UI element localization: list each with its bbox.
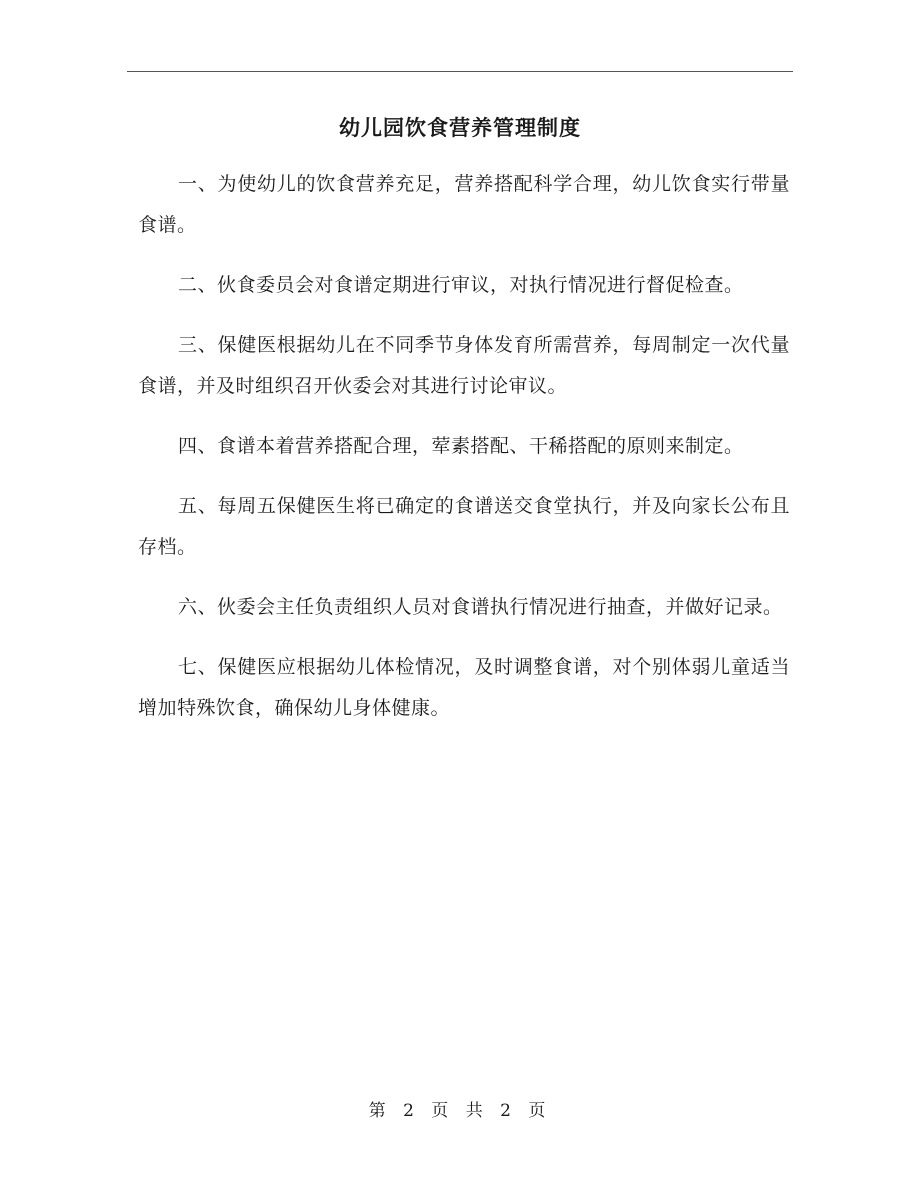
paragraph-7: 七、保健医应根据幼儿体检情况，及时调整食谱，对个别体弱儿童适当增加特殊饮食，确保幼儿身体健康。 [138, 656, 790, 719]
paragraph-4: 四、食谱本着营养搭配合理，荤素搭配、干稀搭配的原则来制定。 [178, 435, 744, 457]
paragraph-6: 六、伙委会主任负责组织人员对食谱执行情况进行抽查，并做好记录。 [178, 596, 783, 618]
paragraph-3: 三、保健医根据幼儿在不同季节身体发育所需营养，每周制定一次代量食谱，并及时组织召开伙委会对其进行讨论审议。 [138, 334, 790, 397]
paragraph-2: 二、伙食委员会对食谱定期进行审议，对执行情况进行督促检查。 [178, 274, 744, 296]
document-body [138, 164, 790, 748]
document-title: 幼儿园饮食营养管理制度 [339, 115, 581, 140]
paragraph-5: 五、每周五保健医生将已确定的食谱送交食堂执行，并及向家长公布且存档。 [138, 495, 790, 558]
page-number-footer: 第 2 页 共 2 页 [368, 1101, 552, 1121]
paragraph-1: 一、为使幼儿的饮食营养充足，营养搭配科学合理，幼儿饮食实行带量食谱。 [138, 173, 790, 236]
header-rule [127, 71, 793, 72]
